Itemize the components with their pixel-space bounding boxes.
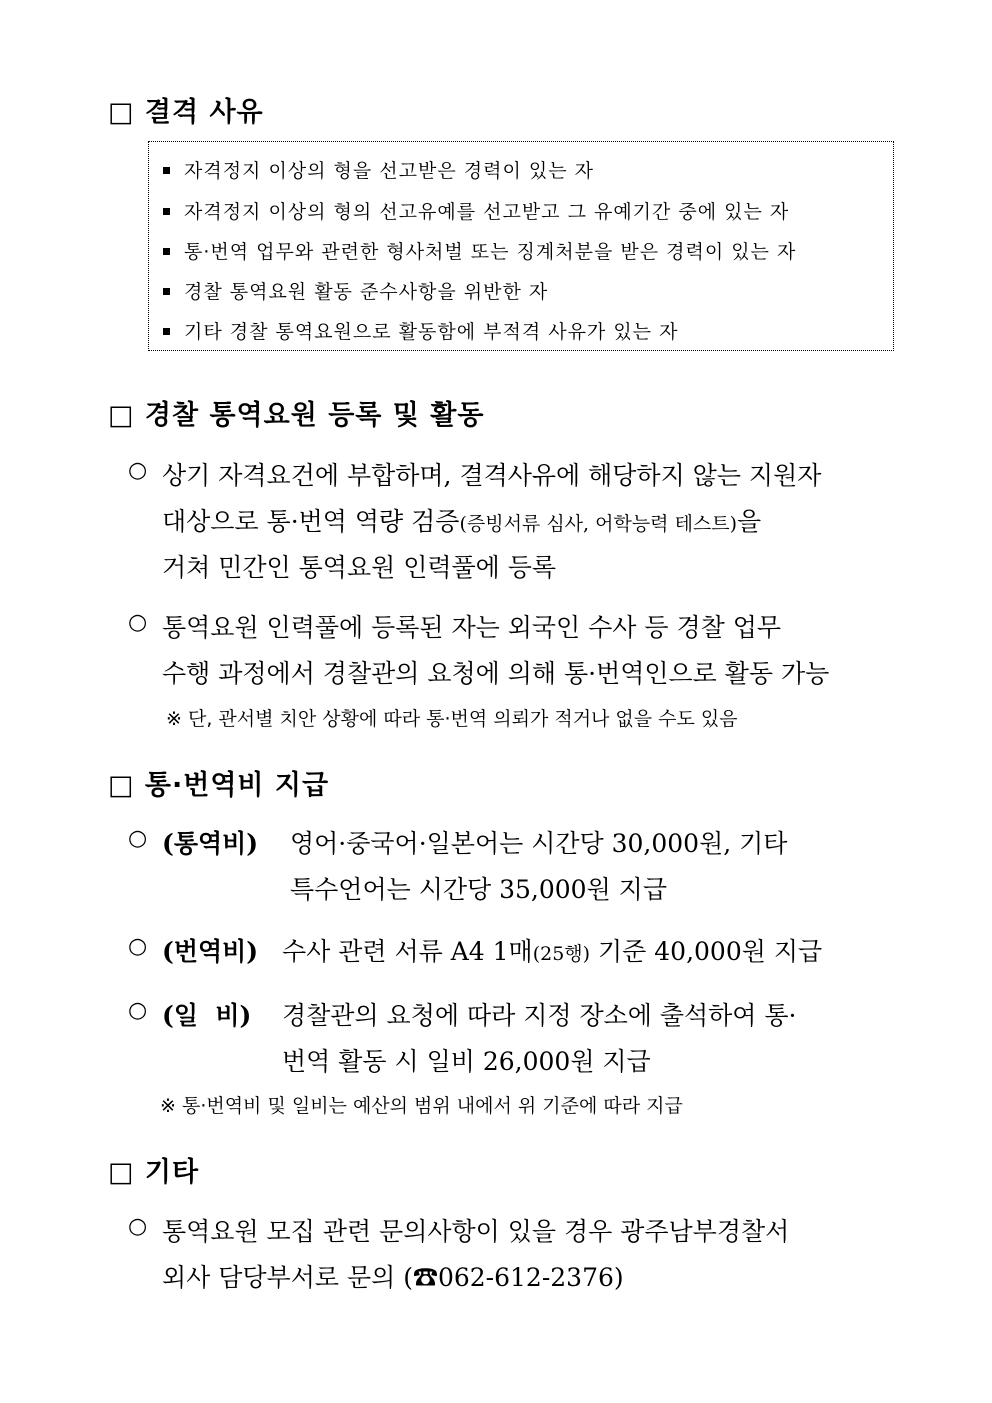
fee-label: (일 비) (162, 1001, 252, 1030)
paragraph-line: 통역요원 인력풀에 등록된 자는 외국인 수사 등 경찰 업무 (162, 613, 782, 642)
list-item-text: 자격정지 이상의 형의 선고유예를 선고받고 그 유예기간 중에 있는 자 (184, 201, 790, 223)
square-bullet-icon (163, 248, 170, 255)
paragraph-line: 수행 과정에서 경찰관의 요청에 의해 통·번역인으로 활동 가능 (162, 659, 830, 688)
paragraph-line: 통역요원 모집 관련 문의사항이 있을 경우 광주남부경찰서 (162, 1217, 790, 1246)
circle-bullet-icon: ○ (128, 458, 148, 483)
list-item-text: 통·번역 업무와 관련한 형사처벌 또는 징계처분을 받은 경력이 있는 자 (184, 241, 797, 263)
paragraph-line: 번역 활동 시 일비 26,000원 지급 (282, 1047, 651, 1076)
square-bullet-icon (163, 167, 170, 174)
text-small: (25행) (532, 943, 591, 965)
paragraph-contact (128, 1212, 898, 1302)
paragraph-line: 영어·중국어·일본어는 시간당 30,000원, 기타 (290, 829, 788, 858)
disqualification-box (148, 141, 894, 351)
fee-label: (번역비) (162, 937, 259, 966)
paragraph-line: 상기 자격요건에 부합하며, 결격사유에 해당하지 않는 지원자 (162, 461, 822, 490)
text: 대상으로 통·번역 역량 검증 (162, 507, 460, 536)
circle-bullet-icon: ○ (128, 1214, 148, 1239)
section-title-disqualification: □ 결격 사유 (108, 97, 264, 128)
paragraph-daily-allowance (128, 996, 898, 1086)
list-item (163, 156, 594, 183)
section-title-registration: □ 경찰 통역요원 등록 및 활동 (108, 400, 485, 431)
circle-bullet-icon: ○ (128, 826, 148, 851)
paragraph-line: 거쳐 민간인 통역요원 인력풀에 등록 (162, 553, 557, 582)
square-bullet-icon (163, 328, 170, 335)
circle-bullet-icon: ○ (128, 998, 148, 1023)
list-item-text: 기타 경찰 통역요원으로 활동함에 부적격 사유가 있는 자 (184, 321, 679, 343)
square-bullet-icon (163, 208, 170, 215)
paragraph-interpretation-fee (128, 824, 898, 914)
note-text: ※ 통·번역비 및 일비는 예산의 범위 내에서 위 기준에 따라 지급 (160, 1095, 683, 1117)
list-item-text: 경찰 통역요원 활동 준수사항을 위반한 자 (184, 281, 549, 303)
paragraph-registration (128, 456, 898, 586)
paragraph-line: 특수언어는 시간당 35,000원 지급 (290, 875, 667, 904)
section-title-other: □ 기타 (108, 1157, 200, 1188)
paragraph-line (162, 502, 761, 538)
paragraph-translation-fee (128, 932, 898, 976)
list-item-text: 자격정지 이상의 형을 선고받은 경력이 있는 자 (184, 160, 594, 182)
paragraph-line: 경찰관의 요청에 따라 지정 장소에 출석하여 통· (282, 1001, 797, 1030)
text: 수사 관련 서류 A4 1매 (282, 937, 533, 966)
list-item (163, 317, 678, 344)
paragraph-activity (128, 608, 898, 698)
circle-bullet-icon: ○ (128, 934, 148, 959)
note-text: ※ 단, 관서별 치안 상황에 따라 통·번역 의뢰가 적거나 없을 수도 있음 (166, 708, 738, 730)
section-title-fees: □ 통·번역비 지급 (108, 770, 330, 801)
list-item (163, 237, 796, 264)
list-item (163, 277, 548, 304)
paragraph-line (282, 932, 822, 968)
list-item (163, 197, 789, 224)
fee-label: (통역비) (162, 829, 259, 858)
text: 을 (737, 507, 762, 536)
circle-bullet-icon: ○ (128, 610, 148, 635)
contact-line: 외사 담당부서로 문의 (☎062-612-2376) (162, 1263, 624, 1292)
text-small: (증빙서류 심사, 어학능력 테스트) (459, 513, 738, 535)
text: 기준 40,000원 지급 (590, 937, 823, 966)
square-bullet-icon (163, 288, 170, 295)
